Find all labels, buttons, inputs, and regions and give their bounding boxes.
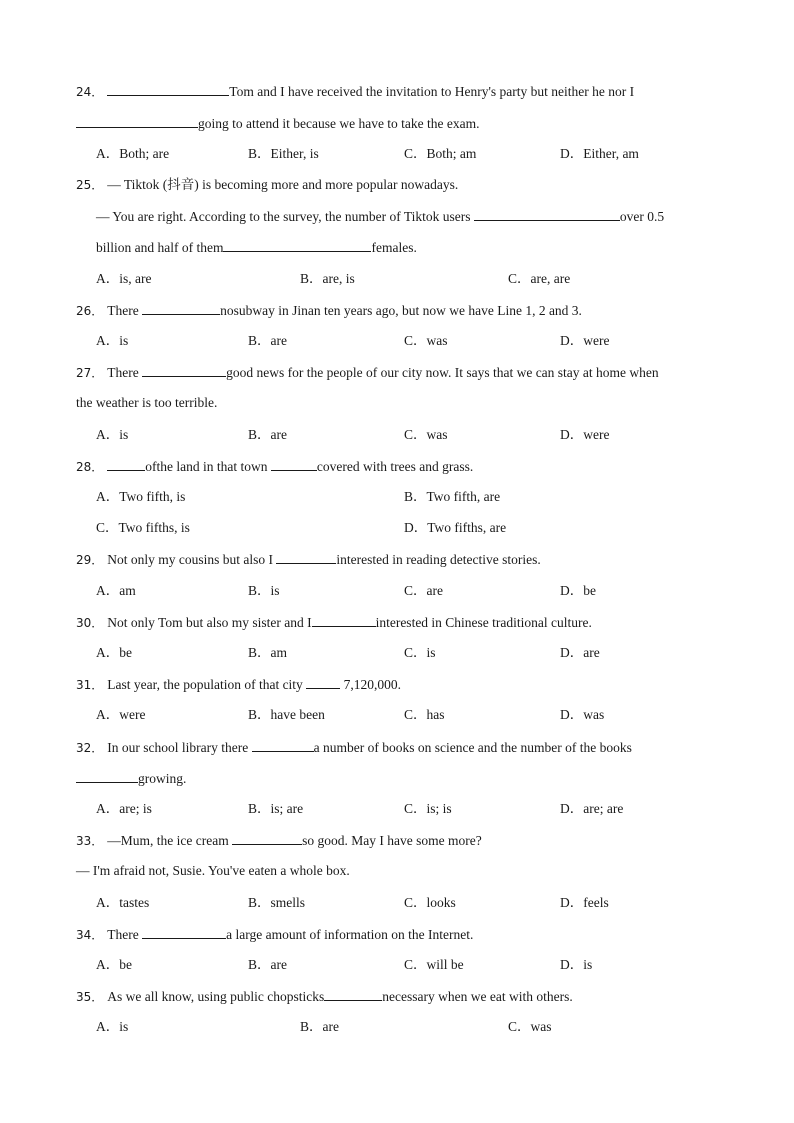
answer-option[interactable]: A．Two fifth, is bbox=[96, 489, 186, 504]
question-text: covered with trees and grass. bbox=[316, 459, 474, 474]
answer-option[interactable]: B．Two fifth, are bbox=[404, 489, 501, 504]
answer-option[interactable]: D．was bbox=[560, 707, 605, 722]
answer-blank[interactable] bbox=[324, 987, 382, 1001]
answer-option[interactable]: B．are, is bbox=[300, 271, 355, 286]
question-text: — You are right. According to the survey, the number of Tiktok users bbox=[96, 209, 474, 224]
question-number: 30． bbox=[76, 616, 104, 630]
answer-blank[interactable] bbox=[312, 613, 376, 627]
question-number: 31． bbox=[76, 678, 104, 692]
answer-option[interactable]: A．be bbox=[96, 645, 132, 660]
answer-option[interactable]: D．are; are bbox=[560, 801, 624, 816]
question-text: There bbox=[107, 303, 143, 318]
question-number: 33． bbox=[76, 834, 104, 848]
question-text: interested in Chinese traditional culture. bbox=[375, 615, 592, 630]
answer-option[interactable]: A．Both; are bbox=[96, 146, 170, 161]
question-text: necessary when we eat with others. bbox=[382, 989, 573, 1004]
question-text: In our school library there bbox=[107, 740, 252, 755]
answer-blank[interactable] bbox=[474, 207, 620, 221]
answer-option[interactable]: D．were bbox=[560, 427, 610, 442]
answer-option[interactable]: D．Two fifths, are bbox=[404, 520, 507, 535]
answer-option[interactable]: B．are bbox=[248, 427, 287, 442]
question-number: 34． bbox=[76, 928, 104, 942]
answer-option[interactable]: B．is; are bbox=[248, 801, 304, 816]
answer-option[interactable]: C．are bbox=[404, 583, 443, 598]
question-number: 24． bbox=[76, 85, 104, 99]
question-number: 35． bbox=[76, 990, 104, 1004]
answer-option[interactable]: B．Either, is bbox=[248, 146, 319, 161]
answer-option[interactable]: A．am bbox=[96, 583, 136, 598]
answer-blank[interactable] bbox=[252, 738, 314, 752]
answer-option[interactable]: A．are; is bbox=[96, 801, 152, 816]
answer-option[interactable]: B．have been bbox=[248, 707, 325, 722]
question-line bbox=[76, 176, 458, 194]
question-line bbox=[76, 862, 350, 880]
question-line bbox=[76, 925, 473, 944]
question-line bbox=[76, 675, 401, 694]
question-text: Last year, the population of that city bbox=[107, 677, 307, 692]
question-text: — I'm afraid not, Susie. You've eaten a whole box. bbox=[76, 863, 350, 878]
answer-option[interactable]: A．be bbox=[96, 957, 132, 972]
answer-option[interactable]: D．feels bbox=[560, 895, 609, 910]
question-text: so good. May I have some more? bbox=[302, 833, 482, 848]
question-text: over 0.5 bbox=[619, 209, 665, 224]
answer-option[interactable]: B．are bbox=[248, 333, 287, 348]
answer-option[interactable]: D．were bbox=[560, 333, 610, 348]
question-text: Not only Tom but also my sister and I bbox=[107, 615, 312, 630]
question-text: nosubway in Jinan ten years ago, but now we have Line 1, 2 and 3. bbox=[220, 303, 582, 318]
answer-option[interactable]: C．will be bbox=[404, 957, 464, 972]
question-line bbox=[76, 82, 634, 101]
answer-blank[interactable] bbox=[232, 831, 302, 845]
question-text: good news for the people of our city now. It says that we can stay at home when bbox=[226, 365, 659, 380]
answer-option[interactable]: C．was bbox=[508, 1019, 552, 1034]
question-text: the weather is too terrible. bbox=[76, 395, 218, 410]
question-text: females. bbox=[371, 240, 417, 255]
answer-blank[interactable] bbox=[306, 675, 340, 689]
answer-option[interactable]: C．Two fifths, is bbox=[96, 520, 190, 535]
answer-option[interactable]: C．is; is bbox=[404, 801, 452, 816]
answer-blank[interactable] bbox=[271, 457, 317, 471]
answer-option[interactable]: A．is bbox=[96, 427, 129, 442]
question-line bbox=[76, 457, 473, 476]
answer-blank[interactable] bbox=[76, 114, 198, 128]
answer-option[interactable]: D．be bbox=[560, 583, 596, 598]
answer-option[interactable]: C．are, are bbox=[508, 271, 571, 286]
answer-option[interactable]: C．was bbox=[404, 333, 448, 348]
question-text: As we all know, using public chopsticks bbox=[107, 989, 325, 1004]
answer-blank[interactable] bbox=[107, 82, 229, 96]
answer-option[interactable]: A．is, are bbox=[96, 271, 152, 286]
question-text: interested in reading detective stories. bbox=[336, 552, 541, 567]
answer-option[interactable]: D．Either, am bbox=[560, 146, 639, 161]
question-line bbox=[76, 987, 573, 1006]
question-number: 32． bbox=[76, 741, 104, 755]
question-line bbox=[76, 613, 592, 632]
question-text: There bbox=[107, 365, 143, 380]
answer-blank[interactable] bbox=[107, 457, 145, 471]
question-line bbox=[76, 394, 217, 412]
question-line bbox=[76, 114, 480, 133]
answer-blank[interactable] bbox=[276, 550, 336, 564]
answer-blank[interactable] bbox=[76, 769, 138, 783]
question-text: a large amount of information on the Internet. bbox=[226, 927, 474, 942]
answer-option[interactable]: B．are bbox=[248, 957, 287, 972]
answer-option[interactable]: C．was bbox=[404, 427, 448, 442]
answer-option[interactable]: A．is bbox=[96, 333, 129, 348]
question-line bbox=[76, 831, 482, 850]
answer-option[interactable]: B．am bbox=[248, 645, 287, 660]
answer-option[interactable]: C．looks bbox=[404, 895, 456, 910]
question-text: 7,120,000. bbox=[340, 677, 401, 692]
answer-option[interactable]: B．is bbox=[248, 583, 280, 598]
answer-option[interactable]: B．are bbox=[300, 1019, 339, 1034]
question-number: 28． bbox=[76, 460, 104, 474]
question-text: Not only my cousins but also I bbox=[107, 552, 277, 567]
question-line bbox=[96, 207, 664, 226]
answer-option[interactable]: A．is bbox=[96, 1019, 129, 1034]
answer-blank[interactable] bbox=[223, 238, 371, 252]
question-line bbox=[76, 301, 582, 320]
answer-blank[interactable] bbox=[142, 363, 226, 377]
question-text: Tom and I have received the invitation to Henry's party but neither he nor I bbox=[229, 84, 635, 99]
answer-option[interactable]: B．smells bbox=[248, 895, 306, 910]
question-text: a number of books on science and the number of the books bbox=[313, 740, 632, 755]
answer-option[interactable]: C．has bbox=[404, 707, 445, 722]
answer-option[interactable]: D．is bbox=[560, 957, 593, 972]
question-number: 29． bbox=[76, 553, 104, 567]
question-number: 27． bbox=[76, 366, 104, 380]
question-text: ofthe land in that town bbox=[145, 459, 271, 474]
question-line bbox=[76, 550, 541, 569]
answer-option[interactable]: A．were bbox=[96, 707, 146, 722]
question-text: — Tiktok (抖音) is becoming more and more popular nowadays. bbox=[107, 177, 459, 192]
answer-option[interactable]: C．Both; am bbox=[404, 146, 477, 161]
answer-option[interactable]: D．are bbox=[560, 645, 600, 660]
question-text: billion and half of them bbox=[96, 240, 224, 255]
question-number: 26． bbox=[76, 304, 104, 318]
question-line bbox=[76, 769, 186, 788]
question-line bbox=[76, 363, 659, 382]
question-text: growing. bbox=[138, 771, 187, 786]
question-number: 25． bbox=[76, 178, 104, 192]
answer-option[interactable]: A．tastes bbox=[96, 895, 150, 910]
question-line bbox=[96, 238, 417, 257]
answer-option[interactable]: C．is bbox=[404, 645, 436, 660]
question-text: —Mum, the ice cream bbox=[107, 833, 233, 848]
question-text: There bbox=[107, 927, 143, 942]
question-line bbox=[76, 738, 632, 757]
answer-blank[interactable] bbox=[142, 925, 226, 939]
answer-blank[interactable] bbox=[142, 301, 220, 315]
question-text: going to attend it because we have to take the exam. bbox=[198, 116, 480, 131]
